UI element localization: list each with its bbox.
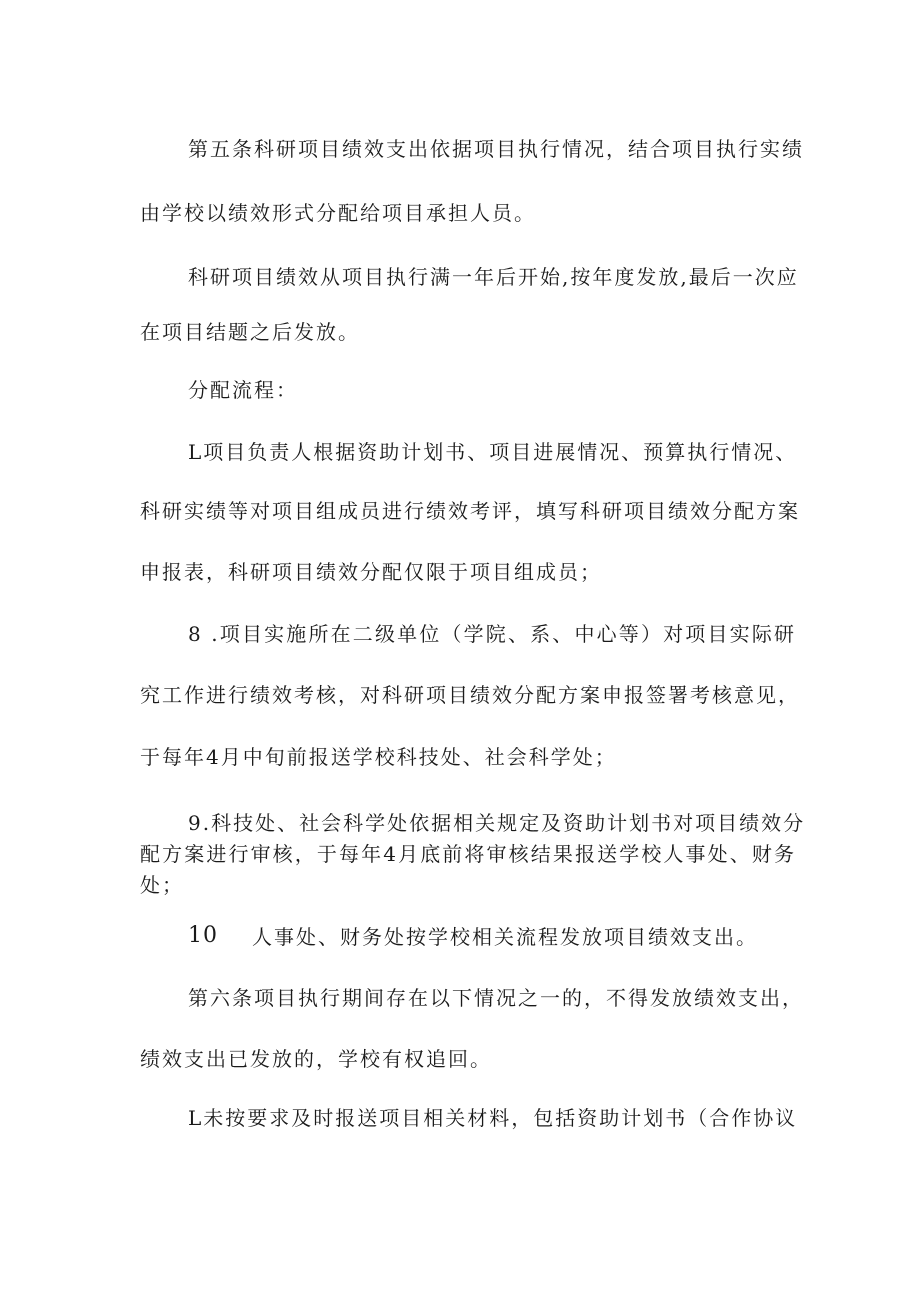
paragraph-8-line-1: 第六条项目执行期间存在以下情况之一的，不得发放绩效支出， [188, 986, 804, 1010]
paragraph-7-line-1: 人事处、财务处按学校相关流程发放项目绩效支出。 [252, 925, 758, 949]
paragraph-1-line-1: 第五条科研项目绩效支出依据项目执行情况，结合项目执行实绩 [188, 137, 804, 161]
paragraph-9-line-1: L未按要求及时报送项目相关材料，包括资助计划书（合作协议 [188, 1106, 798, 1130]
paragraph-6-line-2: 配方案进行审核，于每年4月底前将审核结果报送学校人事处、财务 [140, 842, 796, 866]
paragraph-5-line-1: 8 .项目实施所在二级单位（学院、系、中心等）对项目实际研 [188, 622, 796, 646]
paragraph-7-number: 10 [188, 923, 218, 948]
paragraph-4-line-2: 科研实绩等对项目组成员进行绩效考评，填写科研项目绩效分配方案 [140, 499, 800, 523]
paragraph-4-line-3: 申报表，科研项目绩效分配仅限于项目组成员； [140, 560, 602, 584]
paragraph-8-line-2: 绩效支出已发放的，学校有权追回。 [140, 1047, 492, 1071]
paragraph-1-line-2: 由学校以绩效形式分配给项目承担人员。 [140, 201, 536, 225]
paragraph-2-line-2: 在项目结题之后发放。 [140, 320, 360, 344]
paragraph-5-line-3: 于每年4月中旬前报送学校科技处、社会科学处； [140, 745, 617, 769]
paragraph-3-line-1: 分配流程： [188, 378, 298, 402]
paragraph-6-line-3: 处； [140, 873, 184, 897]
paragraph-6-line-1: 9.科技处、社会科学处依据相关规定及资助计划书对项目绩效分 [188, 811, 806, 835]
paragraph-5-line-2: 究工作进行绩效考核，对科研项目绩效分配方案申报签署考核意见， [140, 683, 800, 707]
paragraph-4-line-1: L项目负责人根据资助计划书、项目进展情况、预算执行情况、 [188, 440, 798, 464]
paragraph-2-line-1: 科研项目绩效从项目执行满一年后开始,按年度发放,最后一次应 [188, 265, 799, 289]
